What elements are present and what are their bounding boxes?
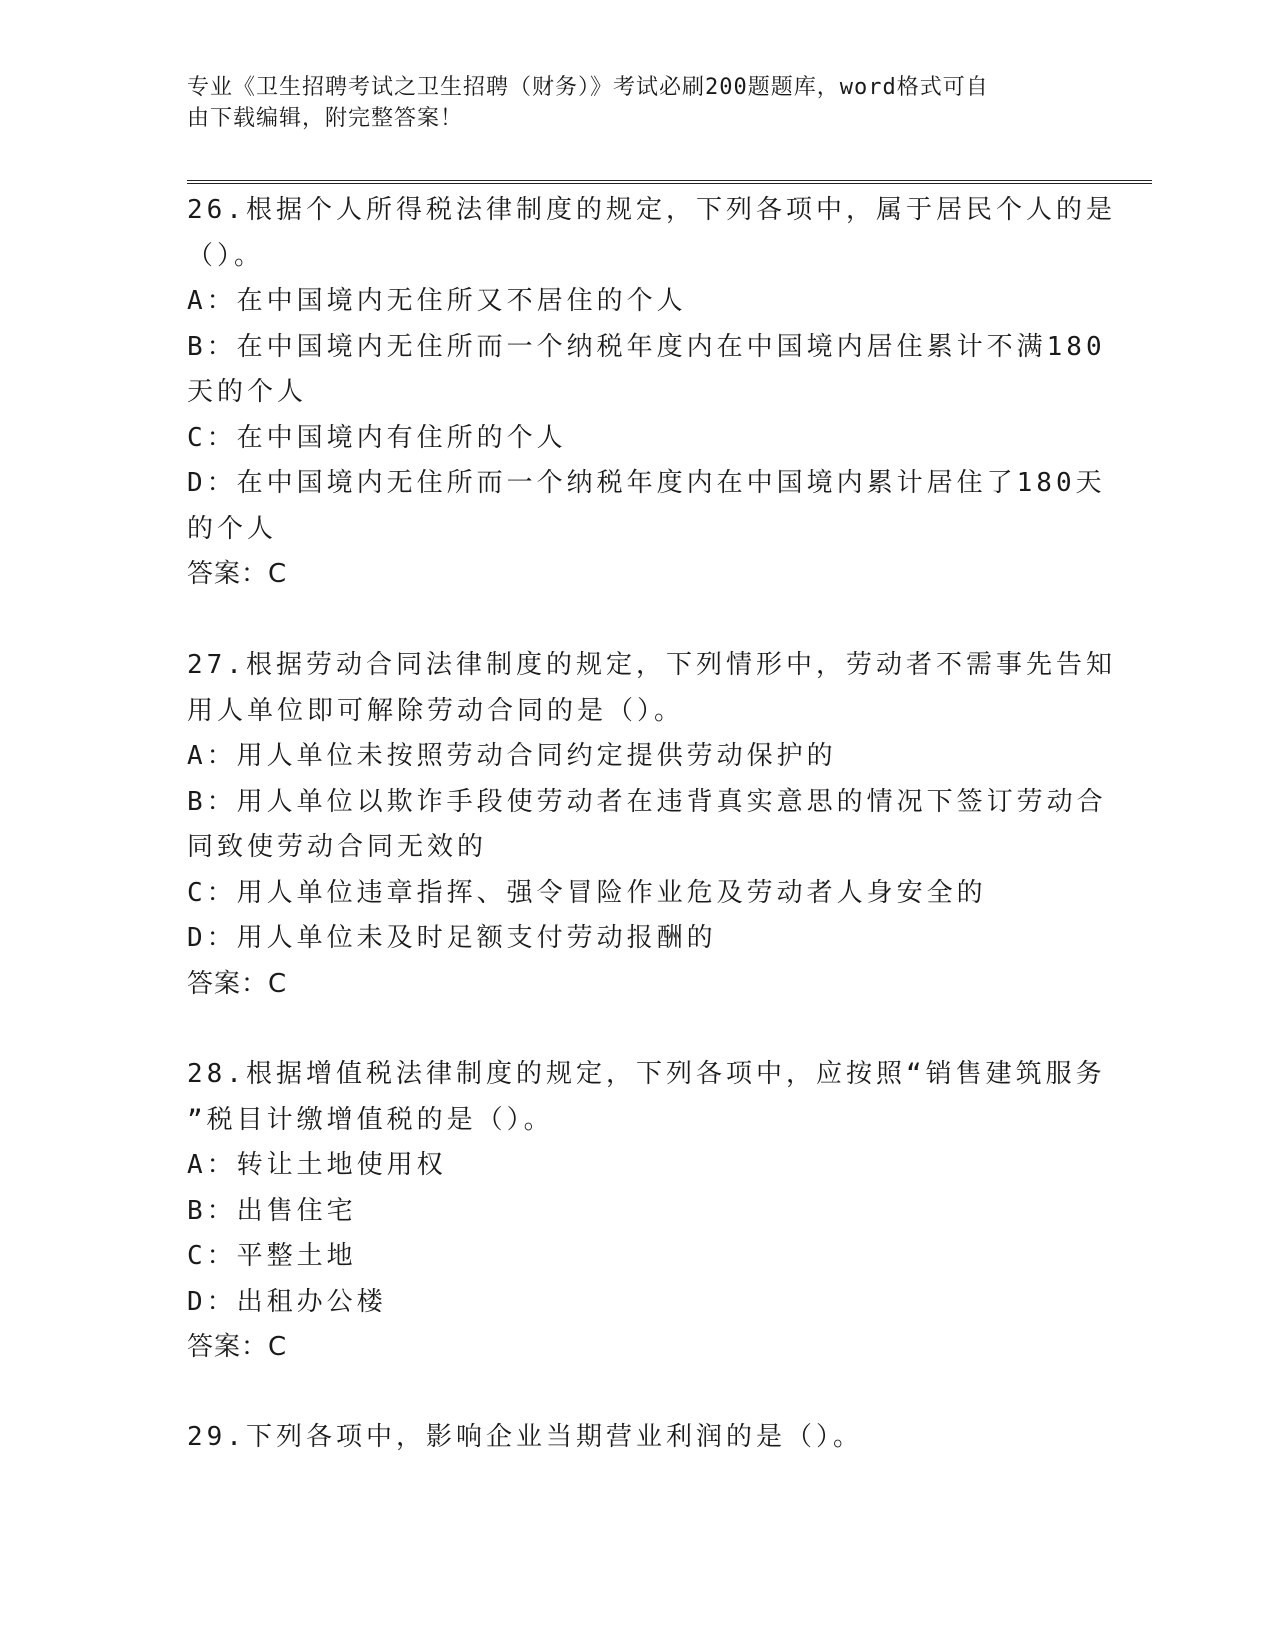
option-c: C：用人单位违章指挥、强令冒险作业危及劳动者人身安全的 — [187, 877, 987, 908]
option-c: C：平整土地 — [187, 1241, 357, 1271]
header-line-1: 专业《卫生招聘考试之卫生招聘（财务）》考试必刷200题题库，word格式可自 — [187, 75, 989, 100]
option-b-continued: 天的个人 — [187, 377, 308, 407]
option-d-continued: 的个人 — [187, 513, 278, 544]
document-header — [187, 72, 1067, 134]
answer: 答案：C — [187, 1332, 288, 1362]
question-stem-line: 用人单位即可解除劳动合同的是（）。 — [187, 695, 685, 726]
answer: 答案：C — [187, 559, 288, 589]
question-stem-line: 27.根据劳动合同法律制度的规定，下列情形中，劳动者不需事先告知 — [187, 650, 1116, 680]
question-27 — [187, 643, 1116, 1007]
option-b-continued: 同致使劳动合同无效的 — [187, 832, 488, 862]
question-28 — [187, 1052, 1106, 1371]
document-page — [187, 0, 1147, 1650]
question-29 — [187, 1415, 1067, 1461]
option-a: A：转让土地使用权 — [187, 1150, 447, 1180]
header-divider — [187, 180, 1152, 184]
header-line-2: 由下载编辑，附完整答案！ — [187, 106, 464, 131]
question-stem-line: ”税目计缴增值税的是（）。 — [187, 1104, 554, 1135]
question-stem-line: 26.根据个人所得税法律制度的规定，下列各项中，属于居民个人的是 — [187, 195, 1116, 225]
question-stem-line: （）。 — [187, 240, 265, 271]
question-stem-line: 29.下列各项中，影响企业当期营业利润的是（）。 — [187, 1422, 863, 1452]
option-a: A：在中国境内无住所又不居住的个人 — [187, 286, 687, 316]
question-stem-line: 28.根据增值税法律制度的规定，下列各项中，应按照“销售建筑服务 — [187, 1059, 1106, 1089]
option-b: B：在中国境内无住所而一个纳税年度内在中国境内居住累计不满180 — [187, 331, 1106, 362]
option-d: D：用人单位未及时足额支付劳动报酬的 — [187, 923, 717, 953]
answer: 答案：C — [187, 968, 288, 999]
option-c: C：在中国境内有住所的个人 — [187, 422, 567, 453]
question-26 — [187, 188, 1116, 598]
option-b: B：用人单位以欺诈手段使劳动者在违背真实意思的情况下签订劳动合 — [187, 786, 1107, 817]
option-d: D：出租办公楼 — [187, 1286, 387, 1317]
option-b: B：出售住宅 — [187, 1195, 357, 1226]
option-d: D：在中国境内无住所而一个纳税年度内在中国境内累计居住了180天 — [187, 468, 1106, 498]
option-a: A：用人单位未按照劳动合同约定提供劳动保护的 — [187, 741, 837, 771]
